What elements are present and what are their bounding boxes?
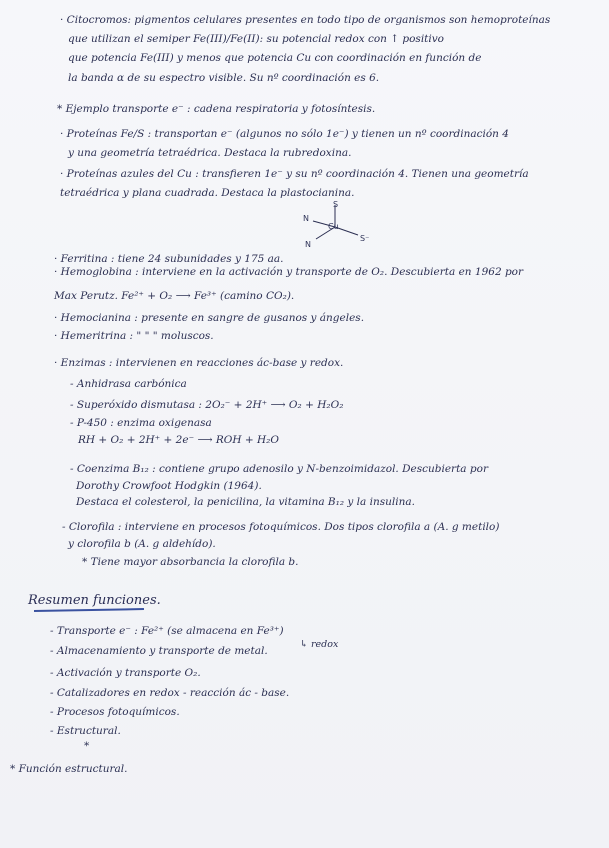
note-line: · Proteínas Fe/S : transportan e⁻ (algunos no sólo 1e⁻) y tienen un nº coordinación 4 (60, 128, 509, 140)
note-line: que potencia Fe(III) y menos que potencia Cu con coordinación en función de (68, 52, 482, 64)
note-line: · Ferritina : tiene 24 subunidades y 175 aa. (54, 253, 284, 265)
note-line: y una geometría tetraédrica. Destaca la rubredoxina. (68, 147, 352, 159)
note-line: tetraédrica y plana cuadrada. Destaca la plastocianina. (60, 187, 355, 199)
note-line: la banda α de su espectro visible. Su nº coordinación es 6. (68, 72, 380, 84)
diagram-label-3: S (333, 200, 339, 209)
note-line: · Proteínas azules del Cu : transfieren 1e⁻ y su nº coordinación 4. Tienen una geometría (60, 168, 529, 180)
redox-note: ↳ redox (300, 639, 339, 650)
star-mark: * (84, 740, 90, 752)
note-line: - Superóxido dismutasa : 2O₂⁻ + 2H⁺ ⟶ O₂ + H₂O₂ (70, 399, 344, 411)
note-line: y clorofila b (A. g aldehído). (68, 538, 216, 550)
note-line: Max Perutz. Fe²⁺ + O₂ ⟶ Fe³⁺ (camino CO₂). (54, 290, 295, 302)
note-line: - P-450 : enzima oxigenasa (70, 417, 212, 429)
diagram-label-1: N (303, 214, 309, 223)
note-line: que utilizan el semiper Fe(III)/Fe(II): su potencial redox con ↑ positivo (68, 33, 445, 45)
note-line: - Activación y transporte O₂. (50, 667, 201, 679)
note-line: - Estructural. (50, 725, 121, 737)
note-line: - Transporte e⁻ : Fe²⁺ (se almacena en Fe³⁺) (50, 625, 284, 637)
note-line: * Función estructural. (10, 763, 128, 775)
note-line: Dorothy Crowfoot Hodgkin (1964). (76, 480, 262, 492)
note-line: - Almacenamiento y transporte de metal. (50, 645, 268, 657)
note-line: · Hemeritrina : " " " moluscos. (54, 330, 214, 342)
diagram-center-label: Cu (328, 222, 339, 231)
note-line: · Citocromos: pigmentos celulares presentes en todo tipo de organismos son hemoproteínas (60, 14, 551, 26)
note-line: RH + O₂ + 2H⁺ + 2e⁻ ⟶ ROH + H₂O (78, 434, 279, 446)
note-line: * Ejemplo transporte e⁻ : cadena respiratoria y fotosíntesis. (57, 103, 376, 115)
note-line: · Hemoglobina : interviene en la activación y transporte de O₂. Descubierta en 1962 por (54, 266, 524, 278)
note-line: - Procesos fotoquímicos. (50, 706, 180, 718)
diagram-label-2: N (305, 240, 311, 249)
note-line: Destaca el colesterol, la penicilina, la vitamina B₁₂ y la insulina. (76, 496, 415, 508)
note-line: - Anhidrasa carbónica (70, 378, 187, 390)
note-line: · Enzimas : intervienen en reacciones ác-base y redox. (54, 357, 344, 369)
note-line: - Coenzima B₁₂ : contiene grupo adenosilo y N-benzoimidazol. Descubierta por (70, 463, 488, 475)
heading-underline (34, 608, 144, 612)
note-line: · Hemocianina : presente en sangre de gusanos y ángeles. (54, 312, 365, 324)
note-line: - Clorofila : interviene en procesos fotoquímicos. Dos tipos clorofila a (A. g metilo) (62, 521, 500, 533)
note-line: - Catalizadores en redox - reacción ác - base. (50, 687, 290, 699)
diagram-label-4: S⁻ (360, 234, 370, 243)
note-line: * Tiene mayor absorbancia la clorofila b. (82, 556, 299, 568)
summary-heading: Resumen funciones. (28, 593, 161, 608)
